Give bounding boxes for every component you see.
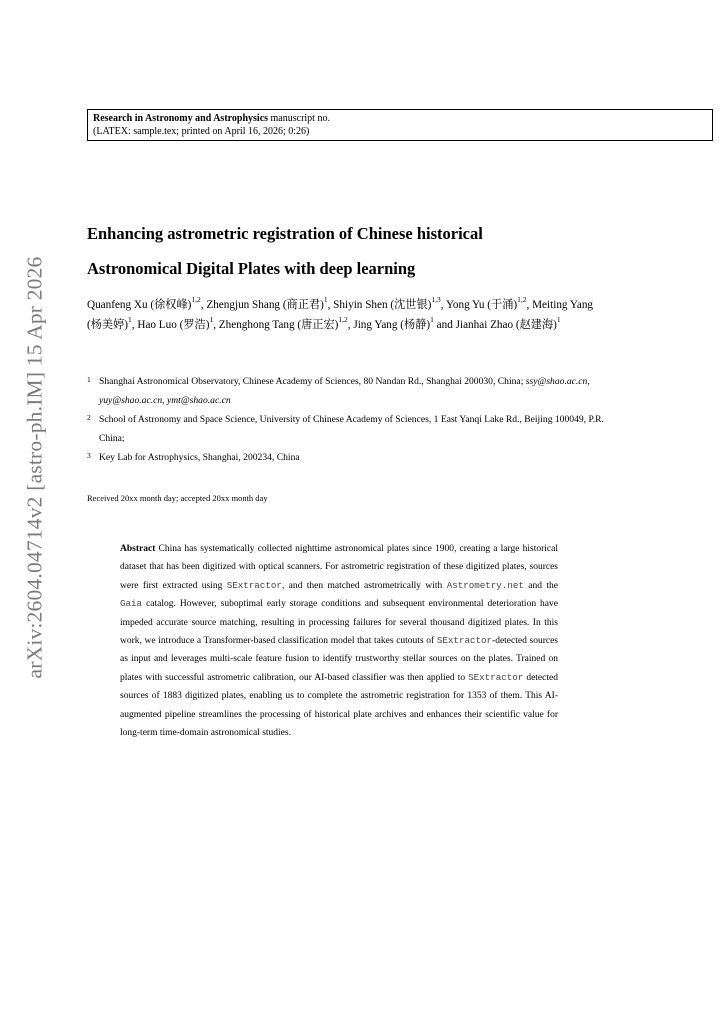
author-affiliation: 1: [556, 315, 561, 325]
affiliation-email: ssy@shao.ac.cn, yuy@shao.ac.cn, ymt@shao.ac.cn: [99, 376, 590, 406]
author-affiliation: 1: [323, 295, 328, 305]
abstract-text: China has systematically collected nighttime astronomical plates since 1900, creating a large historical dataset that has been digitized with optical scanners. For astrometric registration of these digitized plates, sources were first extracted using: [120, 544, 558, 591]
author-name: Jianhai Zhao (赵建海): [455, 319, 557, 332]
author-separator: and: [433, 319, 456, 332]
affiliation-text: School of Astronomy and Space Science, University of Chinese Academy of Sciences, 1 East Yanqi Lake Rd., Beijing 100049, P.R. China;: [99, 414, 604, 444]
title-line-2: Astronomical Digital Plates with deep learning: [87, 259, 416, 278]
author: [137, 315, 219, 332]
author: [218, 315, 354, 332]
author-affiliation: 1,2: [338, 315, 348, 325]
abstract-text: -detected sources as input and leverages multi-scale feature fusion to identify trustworthy stellar sources on the plates. Trained on plates with successful astrometric calibration, our AI-based classifier was then applied to: [120, 636, 558, 683]
abstract: [120, 540, 558, 742]
author-affiliation: 1: [128, 315, 132, 325]
author: [455, 315, 561, 332]
manuscript-header-box: [87, 109, 713, 141]
title-line-1: Enhancing astrometric registration of Chinese historical: [87, 224, 483, 243]
header-line-1: [93, 113, 707, 126]
author-affiliation: 1,2: [191, 295, 201, 305]
author-separator: ,: [327, 299, 334, 311]
author-name: Yong Yu (于涌): [445, 299, 518, 311]
affiliation-1: [87, 372, 607, 410]
author-list: [87, 295, 607, 335]
author-name: Zhenghong Tang (唐正宏): [218, 319, 339, 332]
affiliation-3: [87, 448, 607, 467]
affiliation-list: [87, 372, 607, 467]
affiliation-number: 2: [87, 413, 91, 422]
author-name: Quanfeng Xu (徐权峰): [87, 299, 192, 311]
abstract-text: , and then matched astrometrically with: [281, 580, 447, 591]
author-affiliation: 1: [209, 315, 214, 325]
code-term: SExtractor: [436, 635, 493, 647]
journal-name: Research in Astronomy and Astrophysics: [93, 113, 269, 124]
abstract-heading: Abstract: [120, 544, 156, 554]
abstract-text: and the: [523, 580, 558, 591]
author-name: Jing Yang (杨静): [353, 319, 431, 332]
author: [87, 295, 207, 311]
author-separator: ,: [213, 319, 219, 332]
author: [445, 295, 533, 311]
arxiv-identifier: [18, 255, 52, 679]
affiliation-text: Key Lab for Astrophysics, Shanghai, 200234, China: [99, 452, 300, 463]
author-affiliation: 1: [430, 315, 434, 325]
manuscript-no: manuscript no.: [268, 113, 330, 124]
author-name: Hao Luo (罗浩): [137, 319, 210, 332]
code-term: SExtractor: [468, 671, 524, 683]
paper-title: [87, 216, 647, 286]
arxiv-id-text: arXiv:2604.04714v2 [astro-ph.IM] 15 Apr 2026: [22, 255, 47, 679]
author: [353, 315, 456, 332]
author-affiliation: 1,3: [431, 295, 441, 305]
author: [206, 295, 334, 311]
header-line-2: (LATEX: sample.tex; printed on April 16, 2026; 0:26): [93, 125, 310, 137]
code-term: Astrometry.net: [446, 579, 524, 591]
affiliation-number: 3: [87, 451, 91, 460]
affiliation-number: 1: [87, 375, 91, 384]
code-term: SExtractor: [226, 579, 282, 591]
author-separator: ,: [131, 319, 138, 332]
abstract-text: detected sources of 1883 digitized plates, enabling us to complete the astrometric registration for 1353 of them. This AI-augmented pipeline streamlines the processing of historical plate archives and enhances their scientific value for long-term time-domain astronomical studies.: [120, 672, 558, 739]
author: [333, 295, 446, 311]
received-date: Received 20xx month day; accepted 20xx month day: [87, 493, 268, 503]
affiliation-2: [87, 410, 607, 448]
author-separator: ,: [526, 299, 533, 311]
code-term: Gaia: [120, 598, 143, 610]
author-separator: ,: [200, 299, 207, 311]
affiliation-text: Shanghai Astronomical Observatory, Chinese Academy of Sciences, 80 Nandan Rd., Shanghai 200030, China;: [99, 376, 526, 387]
abstract-text: catalog. However, suboptimal early storage conditions and subsequent environmental deterioration have impeded accurate source matching, resulting in processing failures for several thousand digitized plates. In this work, we introduce a Transformer-based classification model that takes cutouts of: [120, 599, 558, 647]
author-name: Shiyin Shen (沈世银): [333, 299, 432, 311]
author-separator: ,: [347, 319, 354, 332]
author-name: Zhengjun Shang (商正君): [206, 299, 324, 311]
author-name: Meiting Yang (杨美婷): [87, 299, 594, 332]
author-separator: ,: [440, 299, 446, 311]
author-affiliation: 1,2: [517, 295, 527, 305]
